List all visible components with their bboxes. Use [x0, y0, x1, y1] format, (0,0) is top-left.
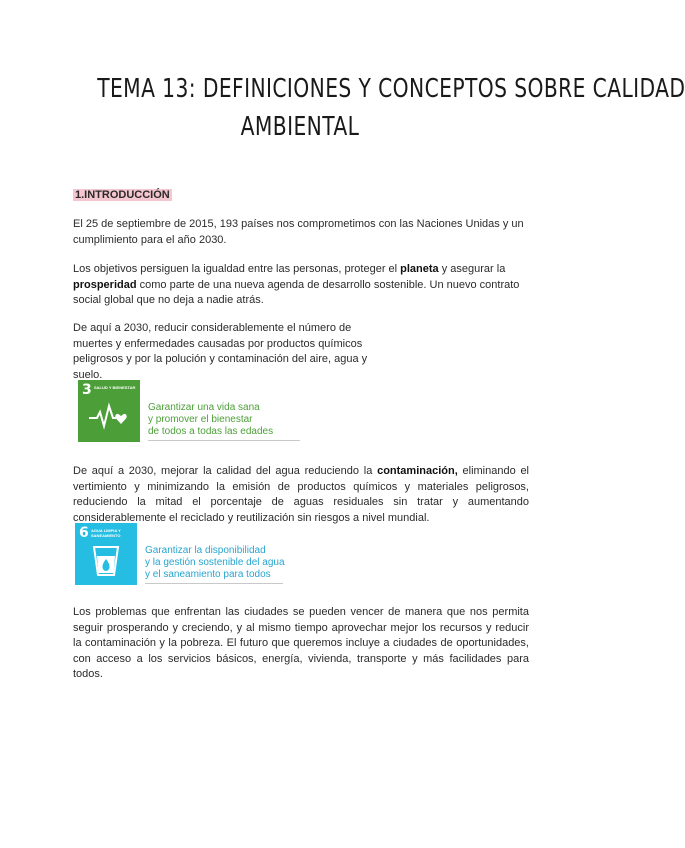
title-line-1: TEMA 13: DEFINICIONES Y CONCEPTOS SOBRE CALIDAD	[97, 74, 685, 104]
paragraph-cities: Los problemas que enfrentan las ciudades se pueden vencer de manera que nos permita seguir prosperando y creciendo, y al mismo tiempo aprovechar mejor los recursos y reducir la contaminación y la pobreza. El futuro que queremos incluye a ciudades de oportunidades, con acceso a los servicios básicos, energía, vivienda, transporte y más facilidades para todos.	[73, 606, 529, 680]
sdg6-card	[75, 523, 283, 585]
sdg6-line: Garantizar la disponibilidad	[145, 545, 266, 556]
sdg3-line: Garantizar una vida sana	[148, 402, 260, 413]
sdg3-line: y promover el bienestar	[148, 414, 253, 425]
bold-contaminacion: contaminación,	[377, 465, 458, 477]
text-segment: eliminando el vertimiento y minimizando la emisión de productos químicos y materiales peligrosos, reduciendo la mitad el porcentaje de aguas residuales sin tratar y aumentando considerablemente el reciclado y reutilización sin riesgos a nivel mundial.	[73, 465, 530, 524]
sdg3-card	[78, 380, 300, 442]
sdg6-number: 6	[79, 525, 89, 541]
water-glass-icon	[85, 545, 127, 579]
sdg6-badge	[75, 523, 137, 585]
sdg3-name: SALUD Y BIENESTAR	[94, 385, 136, 390]
sdg3-number: 3	[82, 382, 92, 398]
sdg3-line: de todos a todas las edades	[148, 426, 274, 437]
sdg6-description	[145, 545, 283, 584]
paragraph-intro: El 25 de septiembre de 2015, 193 países nos comprometimos con las Naciones Unidas y un cumplimiento para el año 2030.	[73, 218, 524, 246]
bold-prosperidad: prosperidad	[73, 278, 137, 291]
title-line-2: AMBIENTAL	[240, 112, 360, 142]
text-segment: De aquí a 2030, mejorar la calidad del agua reduciendo la	[73, 465, 378, 477]
text-segment: y asegurar la	[438, 263, 506, 275]
heartbeat-icon	[88, 402, 130, 430]
sdg3-description	[148, 402, 300, 441]
text-segment: Los objetivos persiguen la igualdad entre las personas, proteger el	[73, 263, 401, 275]
sdg3-badge	[78, 380, 140, 442]
sdg6-line: y la gestión sostenible del agua	[145, 557, 285, 568]
sdg6-line: y el saneamiento para todos	[145, 569, 271, 580]
section-heading: 1.INTRODUCCIÓN	[75, 189, 170, 201]
text-segment: como parte de una nueva agenda de desarrollo sostenible. Un nuevo contrato social global que no deja a nadie atrás.	[73, 278, 520, 306]
paragraph-objectives	[73, 262, 531, 309]
sdg6-name: AGUA LIMPIA Y SANEAMIENTO	[91, 528, 121, 538]
paragraph-water-goal	[73, 464, 529, 526]
paragraph-health-goal: De aquí a 2030, reducir considerablemente el número de muertes y enfermedades causadas por productos químicos peligrosos y por la polución y contaminación del aire, agua y suelo.	[73, 322, 368, 381]
page-title	[97, 70, 685, 146]
bold-planeta: planeta	[400, 263, 439, 275]
